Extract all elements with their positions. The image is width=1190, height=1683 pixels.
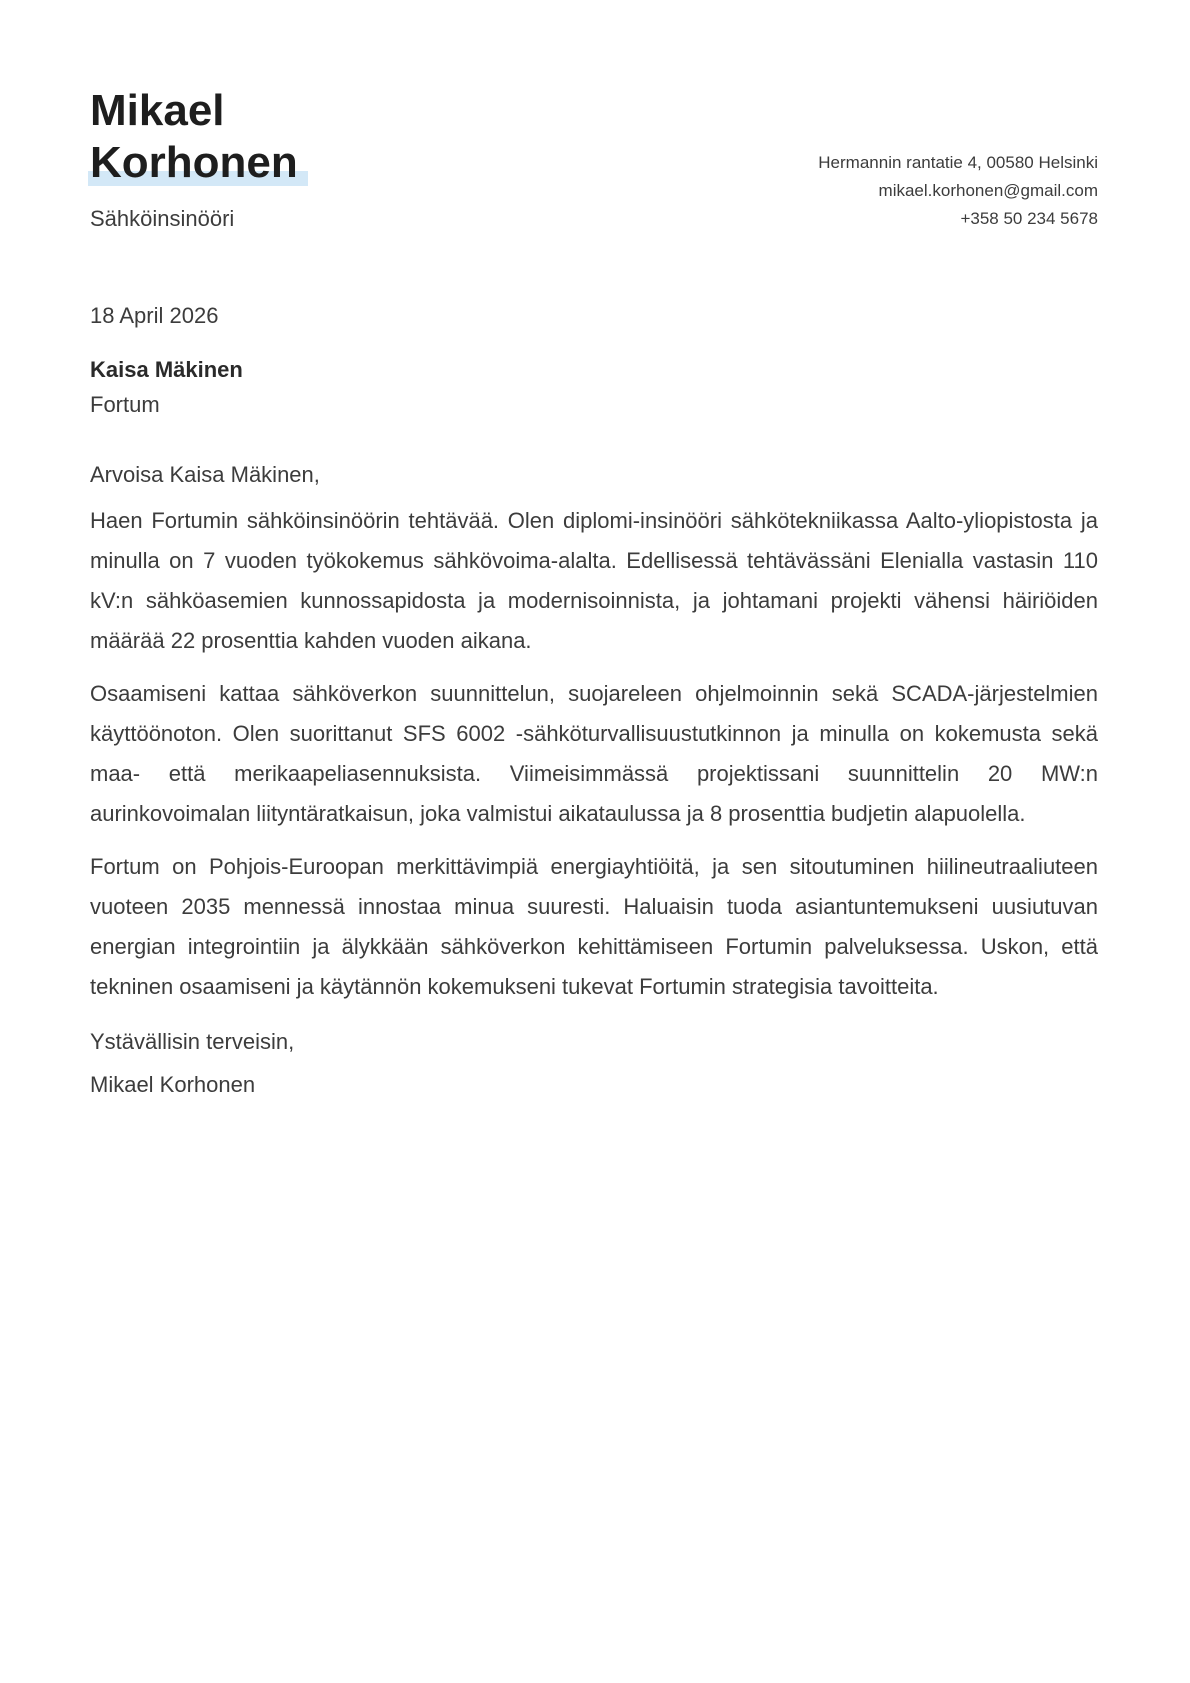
body-paragraph: Haen Fortumin sähköinsinöörin tehtävää. Olen diplomi-insinööri sähkötekniikassa Aalto-yliopistosta ja minulla on 7 vuoden työkokemus sähkövoima-alalta. Edellisessä tehtävässäni Elenialla vastasin 110 kV:n sähköasemien kunnossapidosta ja modernisoinnista, ja johtamani projekti vähensi häiriöiden määrää 22 prosenttia kahden vuoden aikana.	[90, 508, 1098, 653]
contact-phone: +358 50 234 5678	[960, 209, 1098, 228]
contact-email: mikael.korhonen@gmail.com	[878, 181, 1098, 200]
recipient-name: Kaisa Mäkinen	[90, 357, 243, 382]
name-block	[90, 85, 298, 233]
recipient-company: Fortum	[90, 392, 160, 417]
full-name-heading	[90, 85, 298, 189]
closing: Ystävällisin terveisin,	[90, 1029, 295, 1054]
first-name: Mikael	[90, 86, 225, 135]
last-name-highlight: Korhonen	[90, 138, 298, 187]
body-paragraph: Osaamiseni kattaa sähköverkon suunnittelun, suojareleen ohjelmoinnin sekä SCADA-järjestelmien käyttöönoton. Olen suorittanut SFS 6002 -sähköturvallisuustutkinnon ja minulla on kokemusta sekä maa- että merikaapeliasennuksista. Viimeisimmässä projektissani suunnittelin 20 MW:n aurinkovoimalan liityntäratkaisun, joka valmistui aikataulussa ja 8 prosenttia budjetin alapuolella.	[90, 681, 1098, 826]
job-title: Sähköinsinööri	[90, 206, 235, 231]
letter-date: 18 April 2026	[90, 303, 219, 328]
signature: Mikael Korhonen	[90, 1072, 256, 1097]
body-paragraph: Fortum on Pohjois-Euroopan merkittävimpiä energiayhtiöitä, ja sen sitoutuminen hiilineutraaliuteen vuoteen 2035 mennessä innostaa minua suuresti. Haluaisin tuoda asiantuntemukseni uusiutuvan energian integrointiin ja älykkään sähköverkon kehittämiseen Fortumin palveluksessa. Uskon, että tekninen osaamiseni ja käytännön kokemukseni tukevat Fortumin strategisia tavoitteita.	[90, 854, 1098, 999]
contact-block	[818, 149, 1098, 233]
last-name	[90, 137, 298, 189]
salutation: Arvoisa Kaisa Mäkinen,	[90, 462, 320, 487]
letter-header	[90, 85, 1098, 233]
contact-address: Hermannin rantatie 4, 00580 Helsinki	[818, 153, 1098, 172]
